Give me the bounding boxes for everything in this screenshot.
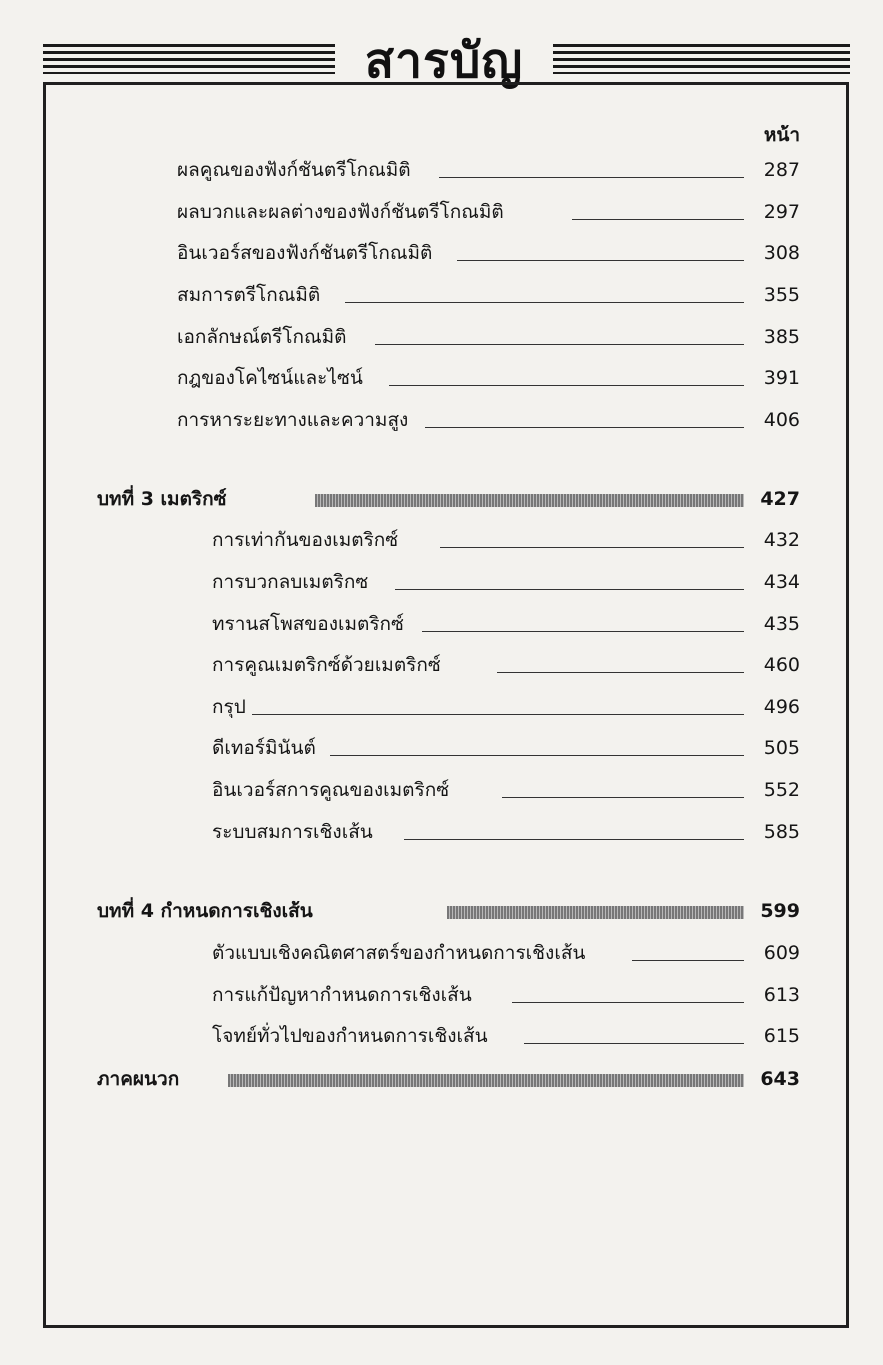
toc-entry bbox=[212, 693, 800, 721]
dotted-leader bbox=[572, 219, 744, 220]
toc-entry bbox=[212, 1022, 800, 1050]
toc-entry-label: ทรานสโพสของเมตริกซ์ bbox=[212, 613, 404, 635]
toc-entry-label: ตัวแบบเชิงคณิตศาสตร์ของกำหนดการเชิงเส้น bbox=[212, 942, 586, 964]
toc-entry-page: 613 bbox=[763, 984, 800, 1006]
dotted-leader bbox=[389, 385, 744, 386]
dotted-leader bbox=[502, 797, 744, 798]
toc-entry-page: 385 bbox=[763, 326, 800, 348]
toc-entry-label: การคูณเมตริกซ์ด้วยเมตริกซ์ bbox=[212, 654, 441, 676]
toc-entry bbox=[212, 651, 800, 679]
toc-entry bbox=[212, 981, 800, 1009]
toc-entry bbox=[212, 939, 800, 967]
dotted-leader bbox=[345, 302, 744, 303]
toc-entry bbox=[212, 526, 800, 554]
dotted-leader bbox=[375, 344, 744, 345]
toc-entry bbox=[212, 776, 800, 804]
toc-entry-page: 434 bbox=[763, 571, 800, 593]
toc-appendix-page: 643 bbox=[760, 1068, 800, 1090]
toc-chapter-page: 427 bbox=[760, 488, 800, 510]
dotted-leader bbox=[524, 1043, 744, 1044]
toc-entry bbox=[212, 610, 800, 638]
page-title: สารบัญ bbox=[364, 33, 524, 89]
toc-entry-label: อินเวอร์สของฟังก์ชันตรีโกณมิติ bbox=[177, 242, 433, 264]
toc-entry-label: การบวกลบเมตริกซ bbox=[212, 571, 369, 593]
shaded-leader bbox=[447, 906, 744, 919]
dotted-leader bbox=[439, 177, 744, 178]
toc-chapter bbox=[97, 897, 800, 925]
toc-entry bbox=[177, 239, 800, 267]
toc-entry-page: 432 bbox=[763, 529, 800, 551]
dotted-leader bbox=[632, 960, 744, 961]
dotted-leader bbox=[330, 755, 744, 756]
toc-entry bbox=[177, 406, 800, 434]
toc-appendix bbox=[97, 1065, 800, 1093]
toc-entry-label: กรุป bbox=[212, 696, 246, 718]
shaded-leader bbox=[315, 494, 744, 507]
shaded-leader bbox=[228, 1074, 744, 1087]
toc-entry-page: 435 bbox=[763, 613, 800, 635]
toc-chapter bbox=[97, 485, 800, 513]
toc-entry-label: การแก้ปัญหากำหนดการเชิงเส้น bbox=[212, 984, 472, 1006]
toc-entry-page: 615 bbox=[763, 1025, 800, 1047]
toc-entry-label: อินเวอร์สการคูณของเมตริกซ์ bbox=[212, 779, 450, 801]
dotted-leader bbox=[395, 589, 744, 590]
toc-entry-page: 505 bbox=[763, 737, 800, 759]
dotted-leader bbox=[422, 631, 744, 632]
toc-entry bbox=[177, 364, 800, 392]
toc-entry-label: ระบบสมการเชิงเส้น bbox=[212, 821, 373, 843]
toc-entry-label: การเท่ากันของเมตริกซ์ bbox=[212, 529, 399, 551]
toc-entry-page: 552 bbox=[763, 779, 800, 801]
dotted-leader bbox=[497, 672, 744, 673]
toc-entry bbox=[177, 323, 800, 351]
page-column-header: หน้า bbox=[763, 124, 800, 146]
toc-entry-page: 297 bbox=[763, 201, 800, 223]
toc-entry-page: 406 bbox=[763, 409, 800, 431]
toc-entry-page: 496 bbox=[763, 696, 800, 718]
toc-entry-label: การหาระยะทางและความสูง bbox=[177, 409, 409, 431]
toc-entry-label: ผลบวกและผลต่างของฟังก์ชันตรีโกณมิติ bbox=[177, 201, 504, 223]
toc-entry-label: ผลคูณของฟังก์ชันตรีโกณมิติ bbox=[177, 159, 411, 181]
toc-entry-label: ดีเทอร์มินันต์ bbox=[212, 737, 316, 759]
toc-entry-label: สมการตรีโกณมิติ bbox=[177, 284, 321, 306]
toc-entry-page: 308 bbox=[763, 242, 800, 264]
toc-entry-page: 460 bbox=[763, 654, 800, 676]
toc-appendix-label: ภาคผนวก bbox=[97, 1068, 180, 1090]
toc-entry-label: กฎของโคไซน์และไซน์ bbox=[177, 367, 363, 389]
header-stripe-left bbox=[43, 44, 335, 74]
header-stripe-right bbox=[553, 44, 850, 74]
dotted-leader bbox=[457, 260, 744, 261]
toc-entry-page: 585 bbox=[763, 821, 800, 843]
dotted-leader bbox=[252, 714, 744, 715]
toc-entry bbox=[177, 156, 800, 184]
toc-entry-page: 355 bbox=[763, 284, 800, 306]
toc-chapter-label: บทที่ 4 กำหนดการเชิงเส้น bbox=[97, 900, 313, 922]
dotted-leader bbox=[512, 1002, 744, 1003]
toc-chapter-page: 599 bbox=[760, 900, 800, 922]
dotted-leader bbox=[425, 427, 744, 428]
toc-entry-page: 287 bbox=[763, 159, 800, 181]
toc-entry-page: 391 bbox=[763, 367, 800, 389]
toc-chapter-label: บทที่ 3 เมตริกซ์ bbox=[97, 488, 227, 510]
dotted-leader bbox=[440, 547, 744, 548]
toc-entry-page: 609 bbox=[763, 942, 800, 964]
toc-entry-label: โจทย์ทั่วไปของกำหนดการเชิงเส้น bbox=[212, 1025, 488, 1047]
toc-entry bbox=[177, 198, 800, 226]
dotted-leader bbox=[404, 839, 744, 840]
toc-entry-label: เอกลักษณ์ตรีโกณมิติ bbox=[177, 326, 347, 348]
toc-entry bbox=[212, 568, 800, 596]
toc-entry bbox=[177, 281, 800, 309]
toc-entry bbox=[212, 818, 800, 846]
toc-entry bbox=[212, 734, 800, 762]
